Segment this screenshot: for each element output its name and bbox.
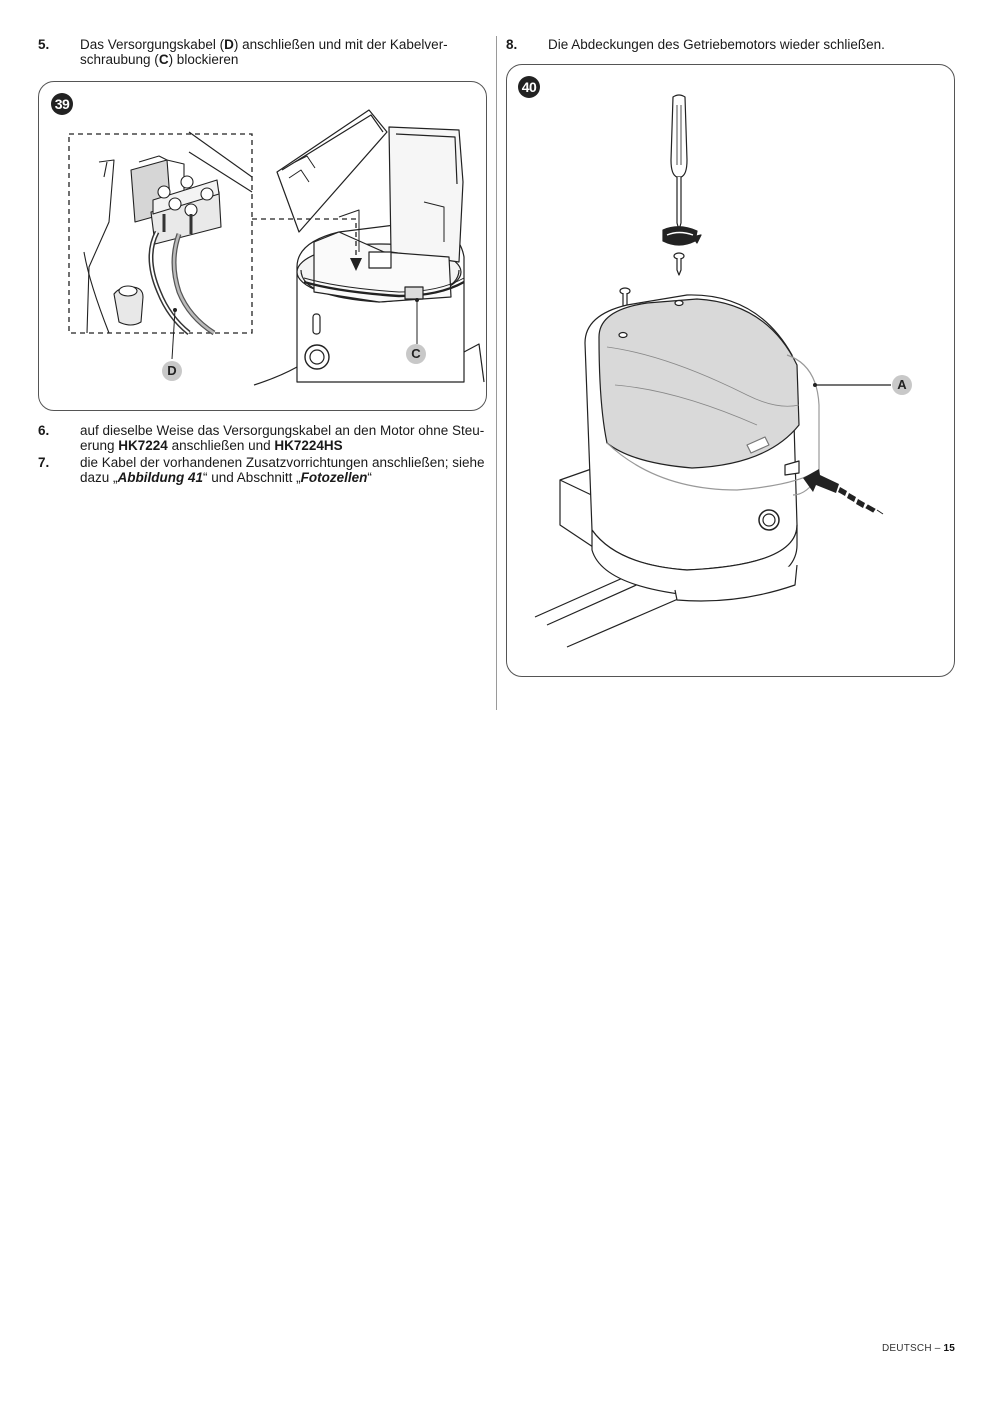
section-reference-link: Fotozellen bbox=[300, 470, 368, 485]
step-text: auf dieselbe Weise das Versorgungskabel an den Motor ohne Steu- erung HK7224 anschließen und HK7224HS bbox=[80, 423, 485, 453]
footer-language: DEUTSCH – bbox=[882, 1343, 944, 1354]
callout-ref: C bbox=[158, 52, 169, 67]
callout-d: D bbox=[162, 361, 182, 381]
figure-number-badge: 40 bbox=[518, 76, 540, 98]
step-text: Die Abdeckungen des Getriebemotors wieder schließen. bbox=[548, 37, 885, 52]
figure-number-badge: 39 bbox=[51, 93, 73, 115]
callout-a: A bbox=[892, 375, 912, 395]
page-footer bbox=[882, 1343, 955, 1354]
figure-39 bbox=[38, 81, 487, 411]
callout-ref: D bbox=[224, 37, 234, 52]
column-divider bbox=[496, 36, 497, 710]
page-number: 15 bbox=[943, 1343, 955, 1354]
step-number: 8. bbox=[506, 37, 518, 52]
figure-40-illustration bbox=[507, 65, 954, 676]
callout-c: C bbox=[406, 344, 426, 364]
step-number: 7. bbox=[38, 455, 50, 470]
step-text: die Kabel der vorhandenen Zusatzvorrichtungen anschließen; siehe dazu „Abbildung 41“ und Abschnitt „Fotozellen“ bbox=[80, 455, 485, 485]
model-code: HK7224HS bbox=[274, 438, 343, 453]
model-code: HK7224 bbox=[118, 438, 168, 453]
step-number: 6. bbox=[38, 423, 50, 438]
figure-reference-link: Abbildung 41 bbox=[117, 470, 204, 485]
figure-40 bbox=[506, 64, 955, 677]
step-text: Das Versorgungskabel (D) anschließen und mit der Kabelver- schraubung (C) blockieren bbox=[80, 37, 448, 67]
step-number: 5. bbox=[38, 37, 50, 52]
